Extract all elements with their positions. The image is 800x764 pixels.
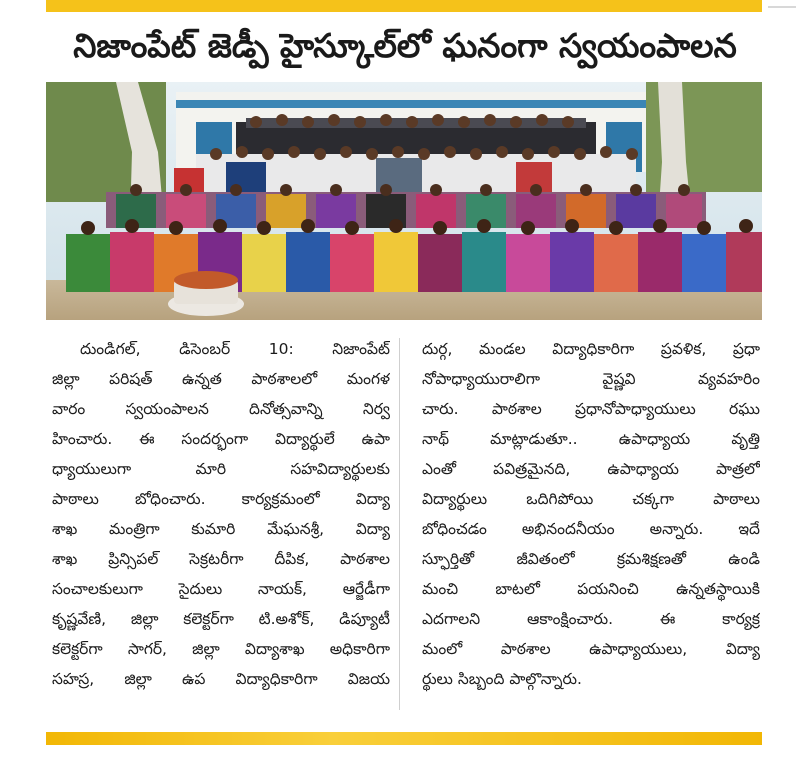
article-line: బోధించడం అభినందనీయం అన్నారు. ఇదే [422, 520, 760, 538]
article-line: మంలో పాఠశాల ఉపాధ్యాయులు, విద్యా [422, 640, 760, 658]
article-line: ఎదగాలని ఆకాంక్షించారు. ఈ కార్యక్ర [422, 610, 760, 628]
headline: నిజాంపేట్ జెడ్పీ హైస్కూల్‌లో ఘనంగా స్వయంపాలన [73, 26, 737, 65]
article-line: చారు. పాఠశాల ప్రధానోపాధ్యాయులు రఘు [422, 400, 760, 418]
article-line: ఎంతో పవిత్రమైనది, ఉపాధ్యాయ పాత్రలో [422, 460, 760, 478]
article-line: శాఖ మంత్రిగా కుమారి మేఘనశ్రీ, విద్యా [52, 520, 390, 538]
bottom-accent-rule [46, 732, 762, 745]
article-body [52, 334, 760, 722]
article-line: విద్యార్థులు ఒదిగిపోయి చక్కగా పాఠాలు [422, 490, 760, 508]
article-line: శాఖ ప్రిన్సిపల్ సెక్రటరీగా దీపిక, పాఠశాల [52, 550, 390, 568]
column-divider [399, 338, 400, 710]
article-line: నాథ్ మాట్లాడుతూ.. ఉపాధ్యాయ వృత్తి [422, 430, 760, 448]
group-photo [46, 82, 762, 320]
article-column-left [52, 334, 390, 722]
article-line: దుండిగల్, డిసెంబర్ 10: నిజాంపేట్ [80, 340, 390, 358]
article-line: నోపాధ్యాయురాలిగా వైష్ణవి వ్యవహరిం [422, 370, 760, 388]
top-accent-rule [46, 0, 762, 12]
article-line: కలెక్టర్‌గా సాగర్, జిల్లా విద్యాశాఖ అధికారిగా [52, 640, 390, 658]
article-line: ధ్యాయులుగా మారి సహవిద్యార్థులకు [52, 460, 390, 478]
article-line: దుర్గ, మండల విద్యాధికారిగా ప్రవళిక, ప్రధా [422, 340, 760, 358]
article-line: హించారు. ఈ సందర్భంగా విద్యార్థులే ఉపా [52, 430, 390, 448]
article-line: సహస్ర, జిల్లా ఉప విద్యాధికారిగా విజయ [52, 670, 390, 688]
article-line: వారం స్వయంపాలన దినోత్సవాన్ని నిర్వ [52, 400, 390, 418]
article-line: పాఠాలు బోధించారు. కార్యక్రమంలో విద్యా [52, 490, 390, 508]
article-line: మంచి బాటలో పయనించి ఉన్నతస్థాయికి [422, 580, 760, 598]
article-line: స్ఫూర్తితో జీవితంలో క్రమశిక్షణతో ఉండి [422, 550, 760, 568]
article-column-right [422, 334, 760, 722]
article-line: ర్థులు సిబ్బంది పాల్గొన్నారు. [422, 670, 582, 688]
article-line: జిల్లా పరిషత్ ఉన్నత పాఠశాలలో మంగళ [52, 370, 390, 388]
article-line: సంచాలకులుగా సైదులు నాయక్, ఆర్జేడీగా [52, 580, 390, 598]
article-line: కృష్ణవేణి, జిల్లా కలెక్టర్‌గా టి.అశోక్, డిప్యూటీ [52, 610, 390, 628]
